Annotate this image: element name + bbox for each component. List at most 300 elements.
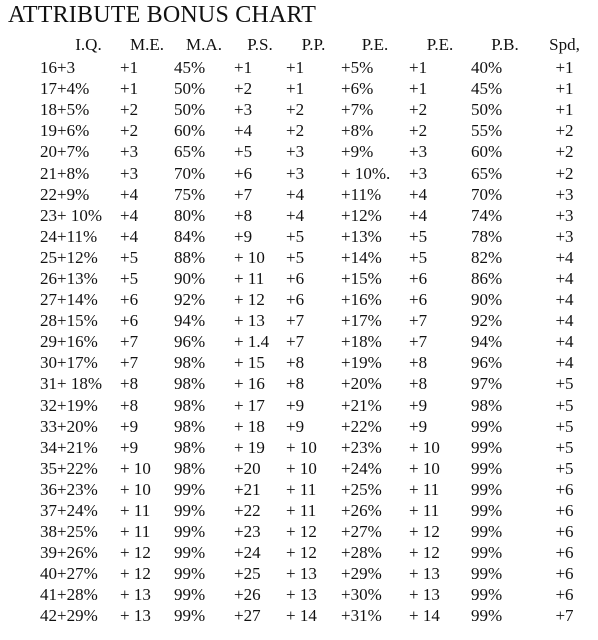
bonus-cell: +9%: [341, 142, 374, 162]
bonus-cell: 78%: [471, 226, 503, 246]
bonus-cell: + 18%: [57, 374, 102, 394]
bonus-cell: + 10%.: [341, 163, 391, 183]
attribute-level-cell: 17: [40, 79, 57, 99]
attribute-level-cell: 22: [40, 184, 57, 204]
bonus-cell: +8: [120, 395, 139, 415]
table-row: [0, 289, 590, 310]
bonus-cell: 45%: [471, 79, 503, 99]
bonus-cell: +5: [286, 226, 305, 246]
column-header-level: [0, 33, 57, 57]
bonus-cell: 70%: [471, 184, 503, 204]
table-row: [0, 162, 590, 183]
bonus-cell: +31%: [341, 606, 382, 626]
bonus-cell: +1: [120, 58, 139, 78]
bonus-cell: +23%: [341, 437, 382, 457]
bonus-cell: + 1.4: [234, 332, 270, 352]
bonus-cell: +7: [120, 332, 139, 352]
bonus-cell: +5: [555, 437, 574, 457]
bonus-cell: +1: [234, 58, 253, 78]
bonus-cell: 82%: [471, 247, 503, 267]
table-row: [0, 542, 590, 563]
bonus-cell: + 11: [234, 268, 265, 288]
bonus-cell: +7: [555, 606, 574, 626]
bonus-cell: +2: [409, 121, 428, 141]
attribute-level-cell: 27: [40, 290, 57, 310]
bonus-cell: 99%: [471, 543, 503, 563]
bonus-cell: +23%: [57, 479, 98, 499]
table-row: [0, 205, 590, 226]
bonus-cell: +29%: [57, 606, 98, 626]
table-row: [0, 184, 590, 205]
bonus-cell: +4: [120, 205, 139, 225]
table-row: [0, 479, 590, 500]
bonus-cell: 65%: [174, 142, 206, 162]
bonus-cell: +6: [234, 163, 253, 183]
bonus-cell: +7: [286, 332, 305, 352]
bonus-cell: +5%: [341, 58, 374, 78]
bonus-cell: 94%: [471, 332, 503, 352]
bonus-cell: 99%: [471, 606, 503, 626]
bonus-cell: +4: [409, 184, 428, 204]
bonus-cell: +6: [120, 290, 139, 310]
bonus-cell: +4: [555, 353, 574, 373]
bonus-cell: +2: [286, 121, 305, 141]
bonus-cell: +4%: [57, 79, 90, 99]
bonus-cell: +27%: [57, 564, 98, 584]
table-row: [0, 331, 590, 352]
bonus-cell: + 13: [286, 564, 317, 584]
bonus-cell: + 13: [120, 606, 151, 626]
bonus-cell: +3: [57, 58, 76, 78]
bonus-cell: +6%: [57, 121, 90, 141]
attribute-level-cell: 31: [40, 374, 57, 394]
attribute-level-cell: 28: [40, 311, 57, 331]
bonus-cell: +4: [555, 268, 574, 288]
table-row: [0, 57, 590, 78]
bonus-cell: + 17: [234, 395, 265, 415]
bonus-cell: +12%: [57, 247, 98, 267]
bonus-cell: +15%: [341, 268, 382, 288]
bonus-cell: +7: [409, 311, 428, 331]
bonus-cell: +6: [555, 501, 574, 521]
attribute-bonus-table: [0, 33, 590, 627]
bonus-cell: +16%: [341, 290, 382, 310]
attribute-level-cell: 41: [40, 585, 57, 605]
column-header: P.P.: [301, 35, 326, 54]
bonus-cell: 98%: [174, 395, 206, 415]
attribute-level-cell: 20: [40, 142, 57, 162]
bonus-cell: +9: [286, 416, 305, 436]
table-row: [0, 268, 590, 289]
bonus-cell: +5: [286, 247, 305, 267]
table-body: [0, 57, 590, 627]
bonus-cell: 99%: [471, 585, 503, 605]
bonus-cell: +4: [555, 290, 574, 310]
bonus-cell: +11%: [341, 184, 382, 204]
bonus-cell: + 13: [409, 585, 440, 605]
table-row: [0, 437, 590, 458]
bonus-cell: +24%: [57, 501, 98, 521]
bonus-cell: +6: [555, 564, 574, 584]
bonus-cell: 55%: [471, 121, 503, 141]
bonus-cell: +24: [234, 543, 261, 563]
bonus-cell: +17%: [341, 311, 382, 331]
attribute-level-cell: 30: [40, 353, 57, 373]
bonus-cell: +25%: [57, 522, 98, 542]
bonus-cell: + 11: [120, 501, 151, 521]
bonus-cell: + 11: [286, 479, 317, 499]
bonus-cell: 99%: [471, 564, 503, 584]
bonus-cell: 99%: [174, 543, 206, 563]
page-title: ATTRIBUTE BONUS CHART: [8, 2, 317, 28]
bonus-cell: +8: [286, 374, 305, 394]
bonus-cell: +16%: [57, 332, 98, 352]
bonus-cell: +2: [234, 79, 253, 99]
attribute-level-cell: 33: [40, 416, 57, 436]
bonus-cell: +3: [286, 142, 305, 162]
bonus-cell: +4: [555, 311, 574, 331]
bonus-cell: +7: [120, 353, 139, 373]
bonus-cell: +8: [234, 205, 253, 225]
bonus-cell: +17%: [57, 353, 98, 373]
bonus-cell: +6: [409, 268, 428, 288]
bonus-cell: +21%: [341, 395, 382, 415]
bonus-cell: 90%: [471, 290, 503, 310]
bonus-cell: +9: [409, 416, 428, 436]
bonus-cell: 60%: [471, 142, 503, 162]
bonus-cell: +2: [120, 100, 139, 120]
attribute-level-cell: 40: [40, 564, 57, 584]
bonus-cell: + 13: [120, 585, 151, 605]
column-header: Spd,: [549, 35, 580, 54]
bonus-cell: +12%: [341, 205, 382, 225]
bonus-cell: +3: [409, 163, 428, 183]
table-row: [0, 500, 590, 521]
bonus-cell: +26: [234, 585, 261, 605]
bonus-cell: +5%: [57, 100, 90, 120]
table-row: [0, 395, 590, 416]
bonus-cell: +22%: [341, 416, 382, 436]
bonus-cell: +5: [555, 395, 574, 415]
bonus-cell: +9: [409, 395, 428, 415]
bonus-cell: +13%: [341, 226, 382, 246]
bonus-cell: +1: [409, 58, 428, 78]
bonus-cell: 86%: [471, 268, 503, 288]
bonus-cell: +13%: [57, 268, 98, 288]
bonus-cell: + 10: [120, 458, 151, 478]
attribute-level-cell: 16: [40, 58, 57, 78]
bonus-cell: +2: [555, 163, 574, 183]
attribute-level-cell: 42: [40, 606, 57, 626]
bonus-cell: 65%: [471, 163, 503, 183]
bonus-cell: +6: [555, 585, 574, 605]
table-row: [0, 352, 590, 373]
bonus-cell: + 10: [120, 479, 151, 499]
bonus-cell: + 11: [409, 479, 440, 499]
bonus-cell: + 12: [120, 543, 151, 563]
bonus-cell: + 10: [409, 437, 440, 457]
bonus-cell: 99%: [471, 458, 503, 478]
bonus-cell: + 14: [409, 606, 440, 626]
bonus-cell: +6: [555, 479, 574, 499]
bonus-cell: +7: [409, 332, 428, 352]
bonus-cell: +24%: [341, 458, 382, 478]
bonus-cell: +5: [120, 268, 139, 288]
bonus-cell: +3: [234, 100, 253, 120]
bonus-cell: 99%: [471, 416, 503, 436]
table-row: [0, 584, 590, 605]
bonus-cell: +2: [120, 121, 139, 141]
bonus-cell: +1: [555, 79, 574, 99]
bonus-cell: +5: [120, 247, 139, 267]
bonus-cell: +1: [286, 79, 305, 99]
bonus-cell: + 11: [409, 501, 440, 521]
bonus-cell: +1: [120, 79, 139, 99]
bonus-cell: +19%: [341, 353, 382, 373]
bonus-cell: +2: [555, 142, 574, 162]
attribute-level-cell: 39: [40, 543, 57, 563]
bonus-cell: +5: [555, 416, 574, 436]
bonus-cell: 80%: [174, 205, 206, 225]
bonus-cell: 96%: [471, 353, 503, 373]
bonus-cell: +4: [120, 184, 139, 204]
bonus-cell: 40%: [471, 58, 503, 78]
bonus-cell: 90%: [174, 268, 206, 288]
bonus-cell: +7%: [341, 100, 374, 120]
bonus-cell: +1: [555, 58, 574, 78]
bonus-cell: + 12: [286, 543, 317, 563]
column-header: M.E.: [130, 35, 164, 54]
attribute-level-cell: 38: [40, 522, 57, 542]
bonus-cell: 99%: [174, 606, 206, 626]
bonus-cell: 99%: [471, 522, 503, 542]
column-header: P.B.: [491, 35, 519, 54]
bonus-cell: +14%: [341, 247, 382, 267]
attribute-level-cell: 37: [40, 501, 57, 521]
attribute-level-cell: 32: [40, 395, 57, 415]
bonus-cell: +3: [120, 142, 139, 162]
table-row: [0, 78, 590, 99]
bonus-cell: + 14: [286, 606, 317, 626]
table-row: [0, 226, 590, 247]
bonus-cell: +6: [409, 290, 428, 310]
bonus-cell: +22: [234, 501, 261, 521]
bonus-cell: 98%: [174, 374, 206, 394]
bonus-cell: +9: [286, 395, 305, 415]
attribute-level-cell: 26: [40, 268, 57, 288]
bonus-cell: +4: [286, 205, 305, 225]
attribute-level-cell: 19: [40, 121, 57, 141]
bonus-cell: +1: [286, 58, 305, 78]
bonus-cell: + 19: [234, 437, 265, 457]
bonus-cell: +8: [120, 374, 139, 394]
bonus-cell: +18%: [341, 332, 382, 352]
bonus-cell: +3: [409, 142, 428, 162]
bonus-cell: + 18: [234, 416, 265, 436]
bonus-cell: +9: [120, 437, 139, 457]
bonus-cell: + 13: [286, 585, 317, 605]
bonus-cell: +25%: [341, 479, 382, 499]
bonus-cell: 97%: [471, 374, 503, 394]
bonus-cell: 99%: [471, 479, 503, 499]
bonus-cell: 99%: [174, 522, 206, 542]
bonus-cell: +6: [120, 311, 139, 331]
table-row: [0, 521, 590, 542]
bonus-cell: +7: [234, 184, 253, 204]
bonus-cell: +20%: [341, 374, 382, 394]
bonus-cell: 98%: [174, 458, 206, 478]
table-row: [0, 120, 590, 141]
bonus-cell: + 13: [409, 564, 440, 584]
bonus-cell: +5: [555, 374, 574, 394]
bonus-cell: +8: [409, 353, 428, 373]
bonus-cell: 94%: [174, 311, 206, 331]
bonus-cell: +20: [234, 458, 261, 478]
bonus-cell: 84%: [174, 226, 206, 246]
bonus-cell: 50%: [174, 100, 206, 120]
bonus-cell: +3: [555, 226, 574, 246]
bonus-cell: +1: [555, 100, 574, 120]
attribute-level-cell: 35: [40, 458, 57, 478]
bonus-cell: +8: [409, 374, 428, 394]
bonus-cell: +22%: [57, 458, 98, 478]
bonus-cell: + 16: [234, 374, 265, 394]
bonus-cell: +5: [234, 142, 253, 162]
bonus-cell: +11%: [57, 226, 98, 246]
bonus-cell: +4: [555, 247, 574, 267]
bonus-cell: +3: [555, 184, 574, 204]
bonus-cell: +7: [286, 311, 305, 331]
bonus-cell: +9: [120, 416, 139, 436]
bonus-cell: +6: [555, 543, 574, 563]
table-row: [0, 247, 590, 268]
bonus-cell: 98%: [471, 395, 503, 415]
table-row: [0, 310, 590, 331]
bonus-cell: +30%: [341, 585, 382, 605]
table-row: [0, 373, 590, 394]
bonus-cell: 92%: [174, 290, 206, 310]
attribute-level-cell: 24: [40, 226, 57, 246]
bonus-cell: 50%: [174, 79, 206, 99]
bonus-cell: +5: [409, 247, 428, 267]
bonus-cell: +15%: [57, 311, 98, 331]
bonus-cell: 70%: [174, 163, 206, 183]
bonus-cell: +21%: [57, 437, 98, 457]
attribute-level-cell: 34: [40, 437, 57, 457]
bonus-cell: +25: [234, 564, 261, 584]
bonus-cell: +9%: [57, 184, 90, 204]
bonus-cell: 88%: [174, 247, 206, 267]
bonus-cell: 50%: [471, 100, 503, 120]
bonus-cell: + 11: [120, 522, 151, 542]
attribute-level-cell: 29: [40, 332, 57, 352]
bonus-cell: 99%: [174, 501, 206, 521]
bonus-cell: + 12: [234, 290, 265, 310]
bonus-cell: 98%: [174, 353, 206, 373]
bonus-cell: + 12: [409, 543, 440, 563]
bonus-cell: +6%: [341, 79, 374, 99]
bonus-cell: +4: [555, 332, 574, 352]
bonus-cell: +3: [555, 205, 574, 225]
bonus-cell: +8%: [341, 121, 374, 141]
bonus-cell: + 12: [286, 522, 317, 542]
bonus-cell: +4: [120, 226, 139, 246]
bonus-cell: +23: [234, 522, 261, 542]
bonus-cell: 99%: [471, 501, 503, 521]
bonus-cell: +6: [555, 522, 574, 542]
table-row: [0, 605, 590, 626]
attribute-level-cell: 21: [40, 163, 57, 183]
attribute-level-cell: 18: [40, 100, 57, 120]
bonus-cell: +5: [409, 226, 428, 246]
table-row: [0, 141, 590, 162]
column-header: P.S.: [247, 35, 273, 54]
column-header: M.A.: [186, 35, 222, 54]
bonus-cell: +8%: [57, 163, 90, 183]
column-header: I.Q.: [75, 35, 102, 54]
bonus-cell: +6: [286, 290, 305, 310]
bonus-cell: +21: [234, 479, 261, 499]
bonus-cell: +27: [234, 606, 261, 626]
bonus-cell: 74%: [471, 205, 503, 225]
bonus-cell: +7%: [57, 142, 90, 162]
bonus-cell: +9: [234, 226, 253, 246]
bonus-cell: +4: [409, 205, 428, 225]
attribute-level-cell: 23: [40, 205, 57, 225]
attribute-level-cell: 36: [40, 479, 57, 499]
bonus-cell: 60%: [174, 121, 206, 141]
bonus-cell: + 11: [286, 501, 317, 521]
bonus-cell: + 12: [409, 522, 440, 542]
column-header: P.E.: [426, 35, 454, 54]
bonus-cell: +4: [286, 184, 305, 204]
bonus-cell: +29%: [341, 564, 382, 584]
bonus-cell: +28%: [341, 543, 382, 563]
bonus-cell: + 12: [120, 564, 151, 584]
bonus-cell: +6: [286, 268, 305, 288]
bonus-cell: 99%: [471, 437, 503, 457]
bonus-cell: 98%: [174, 437, 206, 457]
column-header: P.E.: [361, 35, 389, 54]
bonus-cell: + 10: [234, 247, 265, 267]
bonus-cell: +20%: [57, 416, 98, 436]
bonus-cell: 96%: [174, 332, 206, 352]
bonus-cell: +28%: [57, 585, 98, 605]
bonus-cell: +14%: [57, 290, 98, 310]
bonus-cell: 98%: [174, 416, 206, 436]
bonus-cell: + 10: [409, 458, 440, 478]
bonus-cell: +2: [286, 100, 305, 120]
bonus-cell: 99%: [174, 479, 206, 499]
bonus-cell: +26%: [57, 543, 98, 563]
bonus-cell: +3: [120, 163, 139, 183]
bonus-cell: +3: [286, 163, 305, 183]
bonus-cell: +27%: [341, 522, 382, 542]
bonus-cell: +19%: [57, 395, 98, 415]
bonus-cell: + 10: [286, 437, 317, 457]
bonus-cell: 99%: [174, 585, 206, 605]
bonus-cell: 99%: [174, 564, 206, 584]
bonus-cell: +2: [409, 100, 428, 120]
header-row: [0, 33, 590, 57]
bonus-cell: + 10: [286, 458, 317, 478]
table-row: [0, 99, 590, 120]
bonus-cell: +26%: [341, 501, 382, 521]
attribute-level-cell: 25: [40, 247, 57, 267]
bonus-cell: +1: [409, 79, 428, 99]
bonus-cell: + 10%: [57, 205, 102, 225]
bonus-cell: + 13: [234, 311, 265, 331]
